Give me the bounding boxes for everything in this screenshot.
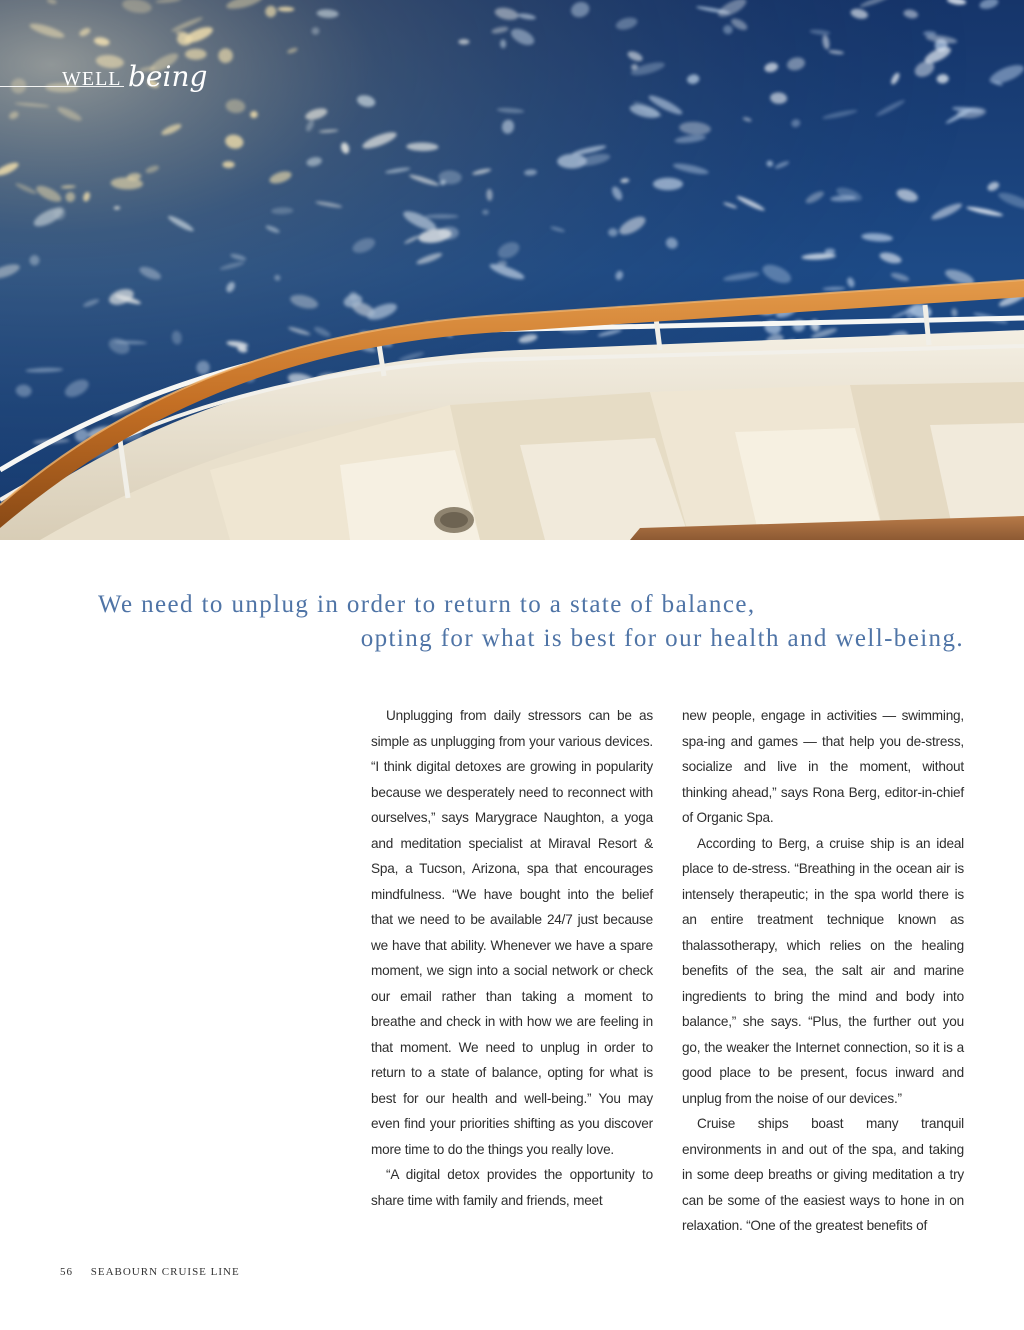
article-column-1 (371, 703, 653, 1213)
article-column-2 (682, 703, 964, 1239)
paragraph: Cruise ships boast many tranquil environments in and out of the spa, and taking in some deep breaths or giving meditation a try can be some of the easiest ways to hone in on relaxation. “One of the greatest benefits of (682, 1116, 964, 1233)
paragraph: Unplugging from daily stressors can be as simple as unplugging from your various devices. “I think digital detoxes are growing in popularity because we desperately need to reconnect with ourselves,” says Marygrace Naughton, a yoga and meditation specialist at Miraval Resort & Spa, a Tucson, Arizona, spa that encourages mindfulness. “We have bought into the belief that we need to be available 24/7 just because we have that ability. Whenever we have a spare moment, we sign into a social network or check our email rather than taking a moment to breathe and check in with how we are feeling in that moment. We need to unplug in order to return to a state of balance, opting for what is best for our health and well-being.” You may even find your priorities shifting as you discover more time to do the things you really love. (371, 708, 653, 1157)
section-script: being (128, 60, 208, 93)
publication-name: SEABOURN CRUISE LINE (90, 1266, 240, 1278)
pull-quote-line-1: We need to unplug in order to return to a state of balance, (98, 591, 756, 618)
pull-quote-line-2: opting for what is best for our health and well-being. (360, 625, 964, 652)
paragraph: new people, engage in activities — swimming, spa-ing and games — that help you de-stress, socialize and live in the moment, without thinking ahead,” says Rona Berg, editor-in-chief of Organic Spa. (682, 708, 964, 825)
hero-photo (0, 0, 1024, 540)
page-footer (60, 1266, 240, 1278)
section-tag (0, 60, 210, 94)
section-word: WELL (62, 68, 122, 90)
pull-quote (98, 588, 968, 656)
paragraph: According to Berg, a cruise ship is an ideal place to de-stress. “Breathing in the ocean air is intensely therapeutic; in the spa world there is an entire treatment technique known as thalassotherapy, which relies on the healing benefits of the sea, the salt air and marine ingredients to bring the mind and body into balance,” she says. “Plus, the further out you go, the weaker the Internet connection, so it is a good place to be present, focus inward and unplug from the noise of our devices.” (682, 835, 964, 1106)
page-number: 56 (60, 1266, 73, 1278)
paragraph: “A digital detox provides the opportunity to share time with family and friends, meet (371, 1167, 653, 1208)
